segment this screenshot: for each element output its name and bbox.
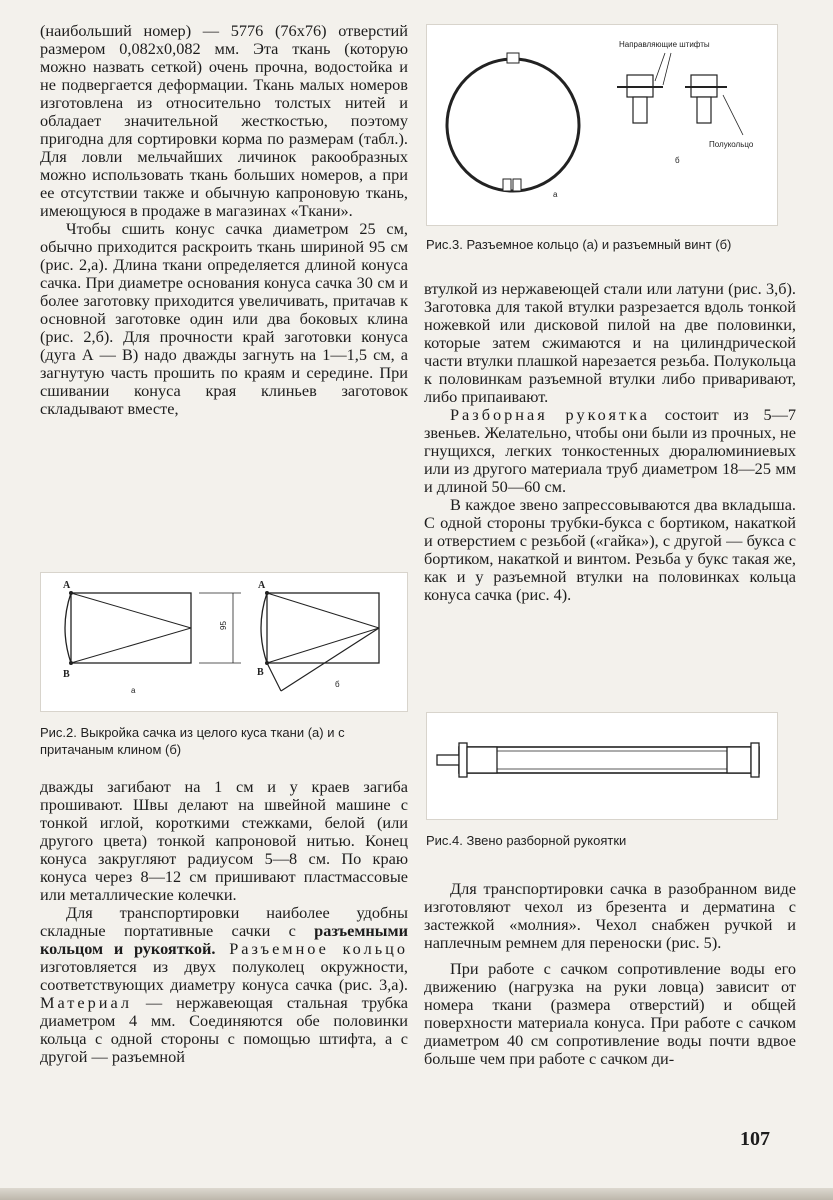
paragraph	[424, 406, 796, 496]
handle-link-diagram	[427, 713, 777, 819]
right-column-lower	[424, 880, 796, 1068]
figure-4	[426, 712, 778, 820]
spaced-term: Разъемное кольцо	[215, 939, 409, 958]
label-b-point: В	[257, 667, 264, 678]
paragraph: втулкой из нержавеющей стали или латуни (рис. 3,б). Заготовка для такой втулки разрезается вдоль тонкой ножевкой или дисковой пилой на две половинки, которые затем сжимаются и на цилиндрической части втулки плашкой нарезается резьба. Полукольца к половинкам разъемной втулки либо приваривают, либо припаивают.	[424, 279, 796, 406]
label-guide-pins: Направляющие штифты	[619, 40, 710, 49]
spaced-term: Материал	[40, 993, 132, 1012]
pattern-diagram	[41, 573, 407, 711]
text-run: Для транспортировки наиболее удобны складные портативные сачки с	[40, 903, 408, 940]
split-ring-diagram	[427, 25, 777, 225]
spaced-term: Разборная рукоятка	[450, 405, 650, 424]
label-sub-a: а	[131, 686, 136, 695]
text-run: — нержавеющая стальная трубка диаметром 4 мм. Соединяются обе половинки кольца с одной стороны с помощью штифта, а с другой — разъемной	[40, 993, 408, 1066]
paragraph: дважды загибают на 1 см и у краев загиба прошивают. Швы делают на швейной машине с тонкой иглой, короткими стежками, белой (или другого цвета) тонкой капроновой нитью. Конец конуса закругляют радиусом 5—8 см. По краю конуса через 8—12 см пришивают пластмассовые или металлические колечки.	[40, 777, 408, 904]
label-a-point: А	[63, 580, 71, 591]
paragraph	[40, 904, 408, 1066]
label-a-point: А	[258, 580, 266, 591]
figure-3	[426, 24, 778, 226]
figure-2	[40, 572, 408, 712]
text-run: изготовляется из двух полуколец окружности, соответствующих диаметру конуса сачка (рис. 3,а).	[40, 957, 408, 994]
label-b-point: В	[63, 669, 70, 680]
left-column-upper	[40, 22, 408, 418]
figure-4-caption: Рис.4. Звено разборной рукоятки	[426, 833, 627, 848]
paragraph: При работе с сачком сопротивление воды его движению (нагрузка на руки ловца) зависит от номера ткани (размера отверстий) и общей поверхности материала конуса. При работе с сачком диаметром 40 см сопротивление воды почти вдвое больше чем при работе с сачком ди-	[424, 959, 796, 1068]
paragraph: В каждое звено запрессовываются два вкладыша. С одной стороны трубки-букса с бортиком, накаткой и отверстием с резьбой («гайка»), с другой — букса с бортиком, накаткой и винтом. Резьба у букс такая же, как и у разъемной втулки на половинках кольца конуса сачка (рис. 4).	[424, 495, 796, 604]
label-sub-b: б	[335, 680, 340, 689]
figure-3-caption: Рис.3. Разъемное кольцо (а) и разъемный винт (б)	[426, 237, 732, 252]
bold-term: разъемными кольцом и рукояткой.	[40, 921, 408, 958]
label-sub-a: а	[553, 190, 558, 199]
label-half-ring: Полукольцо	[709, 140, 754, 149]
page-edge	[0, 1188, 833, 1200]
label-sub-b: б	[675, 156, 680, 165]
dimension-label: 95	[219, 621, 228, 630]
figure-2-caption: Рис.2. Выкройка сачка из целого куса ткани (а) и с притачаным клином (б)	[40, 725, 345, 757]
left-column-lower	[40, 778, 408, 1066]
paragraph: (наибольший номер) — 5776 (76х76) отверстий размером 0,082х0,082 мм. Эта ткань (которую можно назвать сеткой) очень прочна, водостойка и не подвергается деформации. Ткань малых номеров изготовлена из относительно толстых нитей и обладает значительной жесткостью, поэтому пригодна для сортировки корма по размерам (табл.). Для ловли мельчайших личинок ракообразных можно использовать ткань больших номеров, а при ее отсутствии также и обычную капроновую ткань, имеющуюся в продаже в магазинах «Ткани».	[40, 21, 408, 220]
paragraph: Для транспортировки сачка в разобранном виде изготовляют чехол из брезента и дерматина с застежкой «молния». Чехол снабжен ручкой и наплечным ремнем для переноски (рис. 5).	[424, 879, 796, 952]
right-column-upper	[424, 280, 796, 604]
page-number: 107	[740, 1128, 770, 1150]
text-run: состоит из 5—7 звеньев. Желательно, чтобы они были из прочных, не гнущихся, легких тонкостенных дюралюминиевых или из другого материала труб диаметром 18—25 мм и длиной 50—60 см.	[424, 405, 797, 496]
paragraph: Чтобы сшить конус сачка диаметром 25 см, обычно приходится раскроить ткань шириной 95 см (рис. 2,а). Длина ткани определяется длиной конуса сачка. При диаметре основания конуса сачка 30 см и более заготовку приходится увеличивать, притачав к основной заготовке один или два боковых клина (рис. 2,б). Для прочности край заготовки конуса (дуга А — В) надо дважды загнуть на 1—1,5 см, а загнутую часть прошить по краям и середине. При сшивании конуса края клиньев заготовок складывают вместе,	[40, 219, 408, 418]
